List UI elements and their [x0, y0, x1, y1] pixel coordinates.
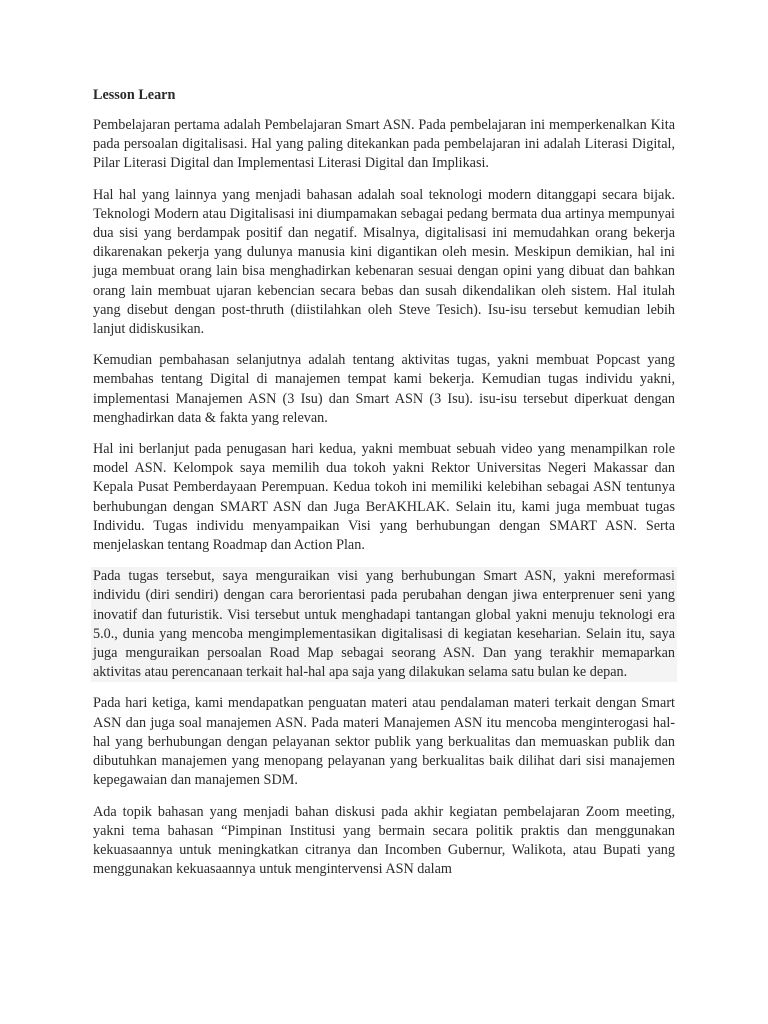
paragraph-day-three: Pada hari ketiga, kami mendapatkan penguatan materi atau pendalaman materi terkait dengan Smart ASN dan juga soal manajemen ASN. Pada materi Manajemen ASN itu mencoba menginterogasi hal-hal yang berhubungan dengan pelayanan sektor publik yang berkualitas dan memuaskan publik dan dibutuhkan manajemen yang menopang pelayanan yang berkualitas baik dilihat dari sisi manajemen kepegawaian dan manajemen SDM.	[93, 695, 675, 789]
paragraph-discussion: Ada topik bahasan yang menjadi bahan diskusi pada akhir kegiatan pembelajaran Zoom meeting, yakni tema bahasan “Pimpinan Institusi yang bermain secara politik praktis dan menggunakan kekuasaannya untuk meningkatkan citranya dan Incomben Gubernur, Walikota, atau Bupati yang menggunakan kekuasaannya untuk mengintervensi ASN dalam	[93, 803, 675, 878]
paragraph-modern-technology: Hal hal yang lainnya yang menjadi bahasan adalah soal teknologi modern ditanggapi secara bijak. Teknologi Modern atau Digitalisasi ini diumpamakan sebagai pedang bermata dua artinya mempunyai dua sisi yang berdampak positif dan negatif. Misalnya, digitalisasi ini memudahkan orang bekerja dikarenakan pekerja yang dulunya manusia kini digantikan oleh mesin. Meskipun demikian, hal ini juga membuat orang lain bisa menghadirkan kebenaran sesuai dengan opini yang dibuat dan bahkan orang lain membuat ujaran kebencian secara bebas dan susah dikendalikan oleh sistem. Hal itulah yang disebut dengan post-thruth (diistilahkan oleh Steve Tesich). Isu-isu tersebut kemudian lebih lanjut didiskusikan.	[93, 186, 675, 338]
paragraph-vision: Pada tugas tersebut, saya menguraikan visi yang berhubungan Smart ASN, yakni mereformasi individu (diri sendiri) dengan cara berorientasi pada perubahan dengan jiwa enterprenuer seni yang inovatif dan futuristik. Visi tersebut untuk menghadapi tantangan global yakni menuju teknologi era 5.0., dunia yang mencoba mengimplementasikan digitalisasi di kegiatan keseharian. Selain itu, saya juga menguraikan persoalan Road Map sebagai seorang ASN. Dan yang terakhir memaparkan aktivitas atau perencanaan terkait hal-hal apa saja yang dilakukan selama satu bulan ke depan.	[91, 567, 677, 682]
document-heading: Lesson Learn	[93, 87, 176, 103]
paragraph-smart-asn: Pembelajaran pertama adalah Pembelajaran Smart ASN. Pada pembelajaran ini memperkenalkan Kita pada persoalan digitalisasi. Hal yang paling ditekankan pada pembelajaran ini adalah Literasi Digital, Pilar Literasi Digital dan Implementasi Literasi Digital dan Implikasi.	[93, 117, 675, 172]
paragraph-assignment: Kemudian pembahasan selanjutnya adalah tentang aktivitas tugas, yakni membuat Popcast yang membahas tentang Digital di manajemen tempat kami bekerja. Kemudian tugas individu yakni, implementasi Manajemen ASN (3 Isu) dan Smart ASN (3 Isu). isu-isu tersebut diperkuat dengan menghadirkan data & fakta yang relevan.	[93, 352, 675, 426]
paragraph-day-two: Hal ini berlanjut pada penugasan hari kedua, yakni membuat sebuah video yang menampilkan role model ASN. Kelompok saya memilih dua tokoh yakni Rektor Universitas Negeri Makassar dan Kepala Pusat Pemberdayaan Perempuan. Kedua tokoh ini memiliki kelebihan sebagai ASN tentunya berhubungan dengan SMART ASN dan Juga BerAKHLAK. Selain itu, kami juga membuat tugas Individu. Tugas individu menyampaikan Visi yang berhubungan dengan SMART ASN. Serta menjelaskan tentang Roadmap dan Action Plan.	[93, 441, 675, 554]
